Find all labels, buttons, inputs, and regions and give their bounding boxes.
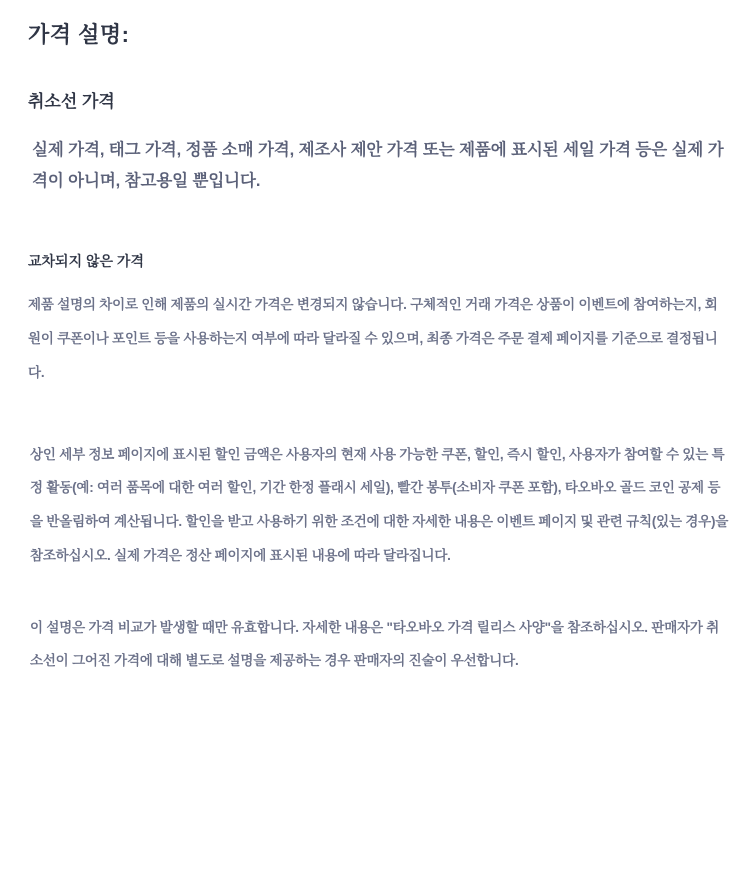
body-paragraph-validity-note: 이 설명은 가격 비교가 발생할 때만 유효합니다. 자세한 내용은 "타오바오 가격 릴리스 사양"을 참조하십시오. 판매자가 취소선이 그어진 가격에 대해 별도로 설명을 제공하는 경우 판매자의 진술이 우선합니다.: [30, 619, 720, 669]
paragraph-spacer: [28, 424, 730, 438]
body-paragraph-discount-calculation: 상인 세부 정보 페이지에 표시된 할인 금액은 사용자의 현재 사용 가능한 쿠폰, 할인, 즉시 할인, 사용자가 참여할 수 있는 특정 활동(예: 여러 품목에 대한 여러 할인, 기간 한정 플래시 세일), 빨간 봉투(소비자 쿠폰 포함), 타오바오 골드 코인 공제 등을 반올림하여 계산됩니다. 할인을 받고 사용하기 위한 조건에 대한 자세한 내용은 이벤트 페이지 및 관련 규칙(있는 경우)을 참조하십시오. 실제 가격은 정산 페이지에 표시된 내용에 따라 달라집니다.: [30, 446, 729, 563]
body-paragraph-realtime-price: 제품 설명의 차이로 인해 제품의 실시간 가격은 변경되지 않습니다. 구체적인 거래 가격은 상품이 이벤트에 참여하는지, 회원이 쿠폰이나 포인트 등을 사용하는지 여부에 따라 달라질 수 있으며, 최종 가격은 주문 결제 페이지를 기준으로 결정됩니다.: [28, 297, 718, 380]
section-heading-strikethrough-price: 취소선 가격: [28, 92, 115, 112]
page-title: 가격 설명:: [28, 22, 130, 47]
sub-heading-non-crossed-price: 교차되지 않은 가격: [28, 253, 144, 270]
lead-paragraph: 실제 가격, 태그 가격, 정품 소매 가격, 제조사 제안 가격 또는 제품에 표시된 세일 가격 등은 실제 가격이 아니며, 참고용일 뿐입니다.: [32, 140, 724, 191]
